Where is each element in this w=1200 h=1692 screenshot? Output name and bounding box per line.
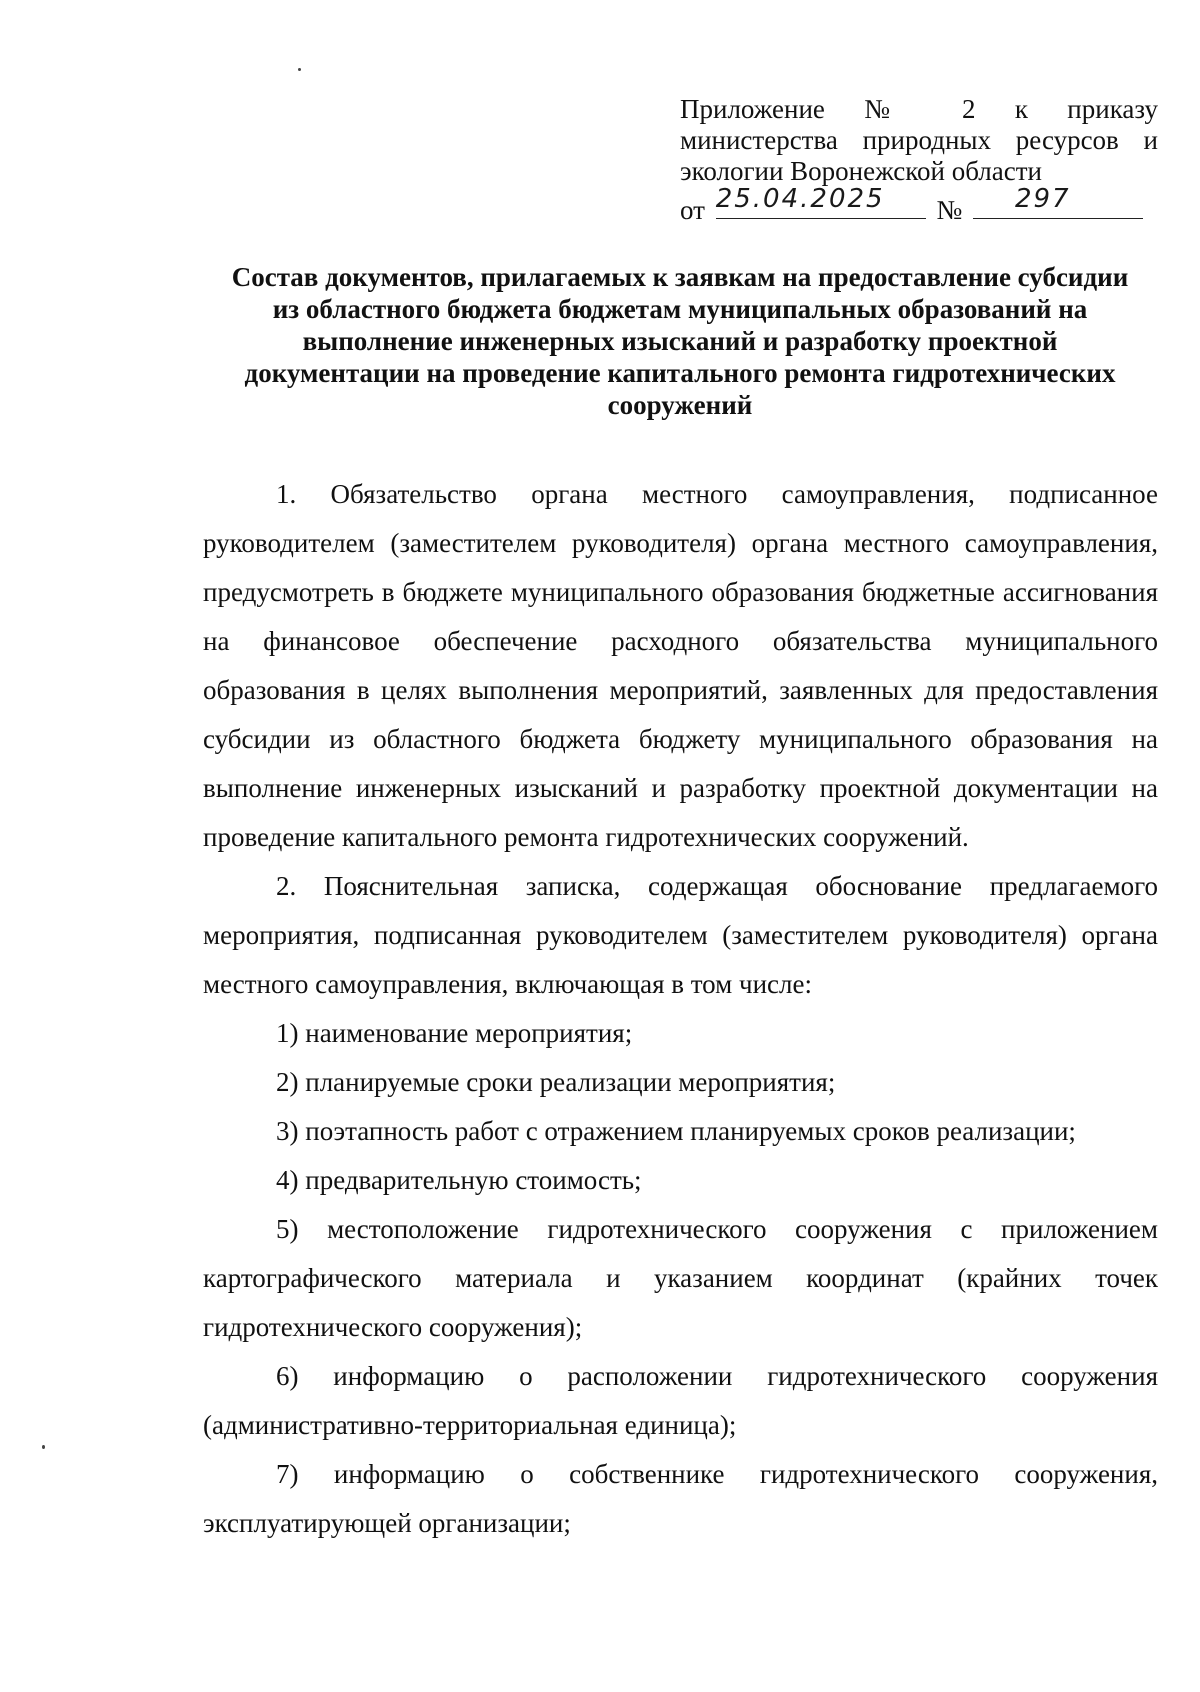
appendix-date-line <box>680 184 1158 226</box>
scan-speck-top <box>298 68 301 71</box>
title-line-4: документации на проведение капитального ремонта гидротехнических <box>244 358 1116 388</box>
appendix-line-3: экологии Воронежской области <box>680 156 1042 186</box>
title-line-3: выполнение инженерных изысканий и разработку проектной <box>302 326 1058 356</box>
title-line-5: сооружений <box>607 390 753 420</box>
document-body <box>203 470 1158 1548</box>
handwritten-number: 297 <box>1014 184 1071 214</box>
list-item-5: 5) местоположение гидротехнического сооружения с приложением картографического материала и указанием координат (крайних точек гидротехнического сооружения); <box>203 1214 1158 1342</box>
appendix-header <box>680 94 1158 226</box>
number-field <box>973 184 1143 219</box>
handwritten-date: 25.04.2025 <box>715 184 885 214</box>
appendix-line-1: Приложение № 2 к приказу <box>680 94 1158 124</box>
list-item-6: 6) информацию о расположении гидротехнического сооружения (административно-территориальная единица); <box>203 1361 1158 1440</box>
number-prefix: № <box>936 195 963 225</box>
list-item-1: 1) наименование мероприятия; <box>276 1018 633 1048</box>
paragraph-1: 1. Обязательство органа местного самоуправления, подписанное руководителем (заместителем руководителя) органа местного самоуправления, предусмотреть в бюджете муниципального образования бюджетные ассигнования на финансовое обеспечение расходного обязательства муниципального образования в целях выполнения мероприятий, заявленных для предоставления субсидии из областного бюджета бюджету муниципального образования на выполнение инженерных изысканий и разработку проектной документации на проведение капитального ремонта гидротехнических сооружений. <box>203 479 1158 852</box>
appendix-line-2: министерства природных ресурсов и <box>680 125 1158 155</box>
scan-speck-left <box>42 1445 45 1449</box>
document-title <box>200 261 1160 421</box>
list-item-7: 7) информацию о собственнике гидротехнического сооружения, эксплуатирующей организации; <box>203 1459 1158 1538</box>
paragraph-2: 2. Пояснительная записка, содержащая обоснование предлагаемого мероприятия, подписанная руководителем (заместителем руководителя) органа местного самоуправления, включающая в том числе: <box>203 871 1158 999</box>
title-line-2: из областного бюджета бюджетам муниципальных образований на <box>272 294 1088 324</box>
title-line-1: Состав документов, прилагаемых к заявкам на предоставление субсидии <box>231 262 1129 292</box>
list-item-3: 3) поэтапность работ с отражением планируемых сроков реализации; <box>276 1116 1076 1146</box>
list-item-4: 4) предварительную стоимость; <box>276 1165 642 1195</box>
list-item-2: 2) планируемые сроки реализации мероприятия; <box>276 1067 836 1097</box>
date-prefix: от <box>680 195 705 225</box>
date-field <box>715 184 926 219</box>
